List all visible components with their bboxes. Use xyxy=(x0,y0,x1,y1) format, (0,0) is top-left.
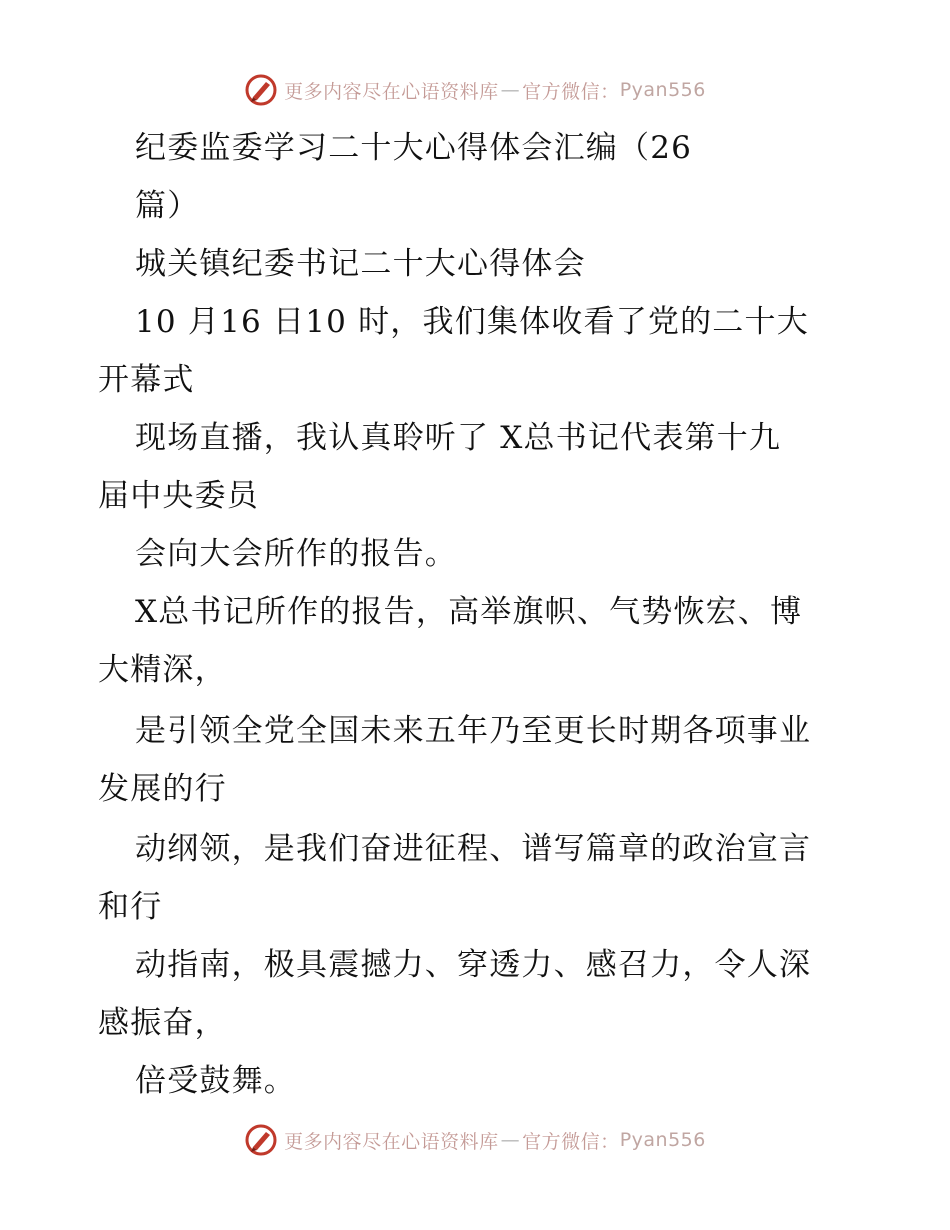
paragraph-line: 动纲领，是我们奋进征程、谱写篇章的政治宣言 xyxy=(135,831,812,867)
paragraph-line: 现场直播，我认真聆听了 X总书记代表第十九 xyxy=(135,420,782,456)
watermark-wechat-id: Pyan556 xyxy=(619,1129,706,1151)
watermark-text: 更多内容尽在心语资料库 xyxy=(284,1130,499,1153)
paragraph-line: 大精深， xyxy=(98,652,227,688)
paragraph-line: 动指南，极具震撼力、穿透力、感召力，令人深 xyxy=(135,947,812,983)
paragraph-line: 开幕式 xyxy=(98,362,195,398)
pen-logo-icon xyxy=(244,73,278,107)
paragraph-line: 会向大会所作的报告。 xyxy=(135,536,457,572)
watermark-wechat-label: 官方微信： xyxy=(522,1130,620,1153)
paragraph-line: 倍受鼓舞。 xyxy=(135,1063,296,1099)
document-title-line-1: 纪委监委学习二十大心得体会汇编（26 xyxy=(135,130,693,166)
watermark-header xyxy=(0,72,950,108)
pen-logo-icon xyxy=(244,1123,278,1157)
paragraph-line: 届中央委员 xyxy=(98,478,259,514)
watermark-footer xyxy=(0,1122,950,1158)
document-title-line-2: 篇） xyxy=(135,188,200,224)
watermark-wechat-label: 官方微信： xyxy=(522,80,620,103)
paragraph-line: X总书记所作的报告，高举旗帜、气势恢宏、博 xyxy=(135,594,803,630)
section-heading: 城关镇纪委书记二十大心得体会 xyxy=(135,246,586,282)
paragraph-line: 10 月16 日10 时，我们集体收看了党的二十大 xyxy=(135,304,809,340)
paragraph-line: 感振奋， xyxy=(98,1005,227,1041)
paragraph-line: 和行 xyxy=(98,889,163,925)
watermark-separator: — xyxy=(500,79,521,101)
watermark-text: 更多内容尽在心语资料库 xyxy=(284,80,499,103)
paragraph-line: 是引领全党全国未来五年乃至更长时期各项事业 xyxy=(135,713,812,749)
watermark-separator: — xyxy=(500,1129,521,1151)
watermark-wechat-id: Pyan556 xyxy=(619,79,706,101)
paragraph-line: 发展的行 xyxy=(98,771,227,807)
